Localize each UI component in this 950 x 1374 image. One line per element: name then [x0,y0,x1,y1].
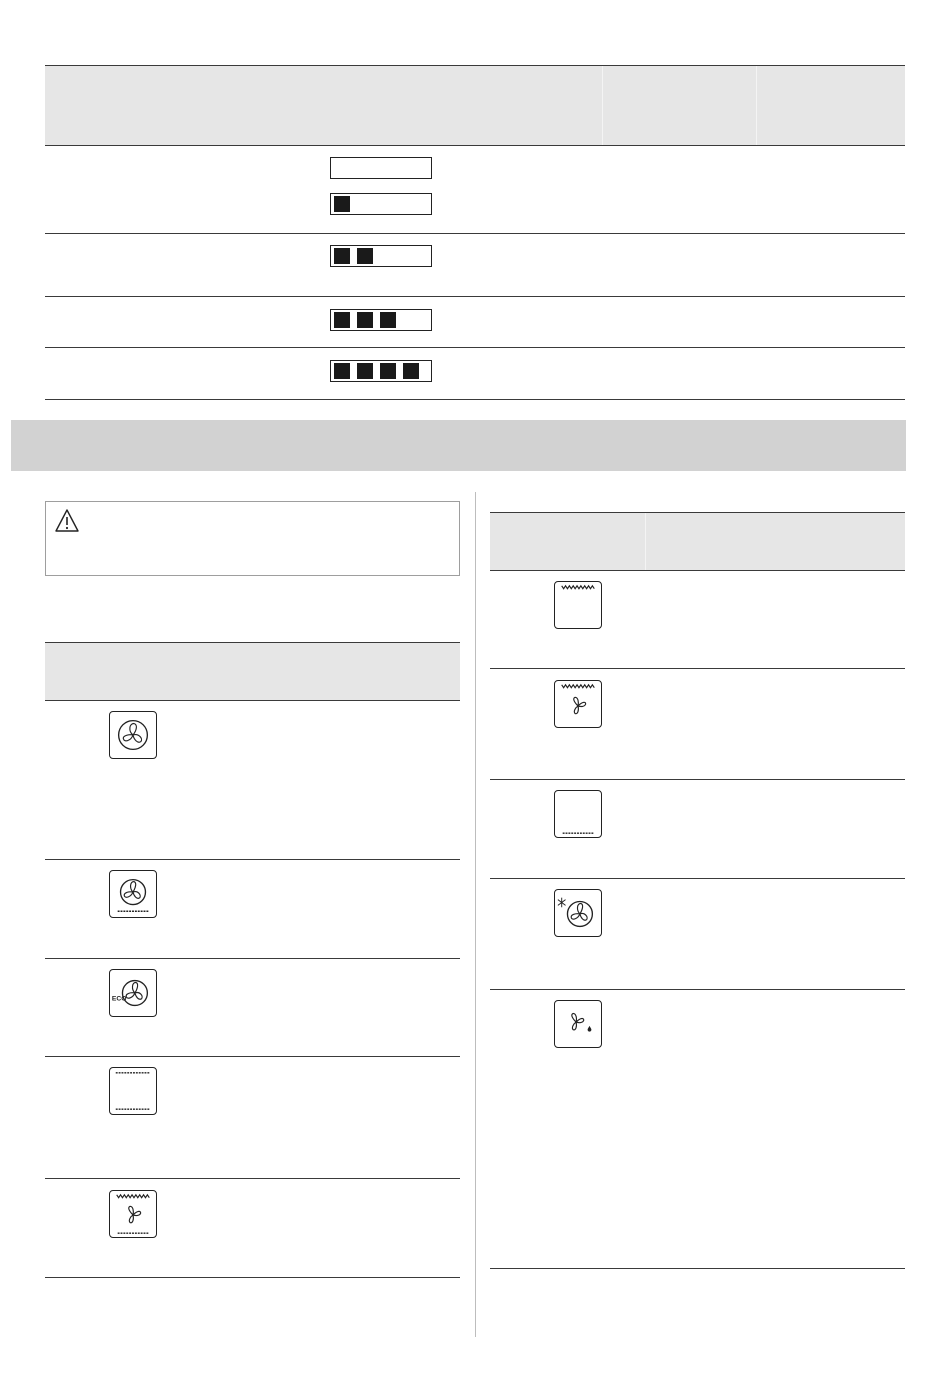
column-divider [475,492,476,1337]
table-top-rule [490,512,905,513]
row-rule [45,1178,460,1179]
fan-ring-bottom-heat-icon [109,870,157,918]
table-header [45,642,460,700]
heat-indicator-empty [330,157,432,179]
header-divider [645,512,646,570]
row-rule [45,859,460,860]
header-divider [756,65,757,145]
indicator-block [403,363,419,379]
warning-triangle-icon [54,508,80,534]
indicator-block [334,248,350,264]
indicator-block [334,196,350,212]
table-header-rule [45,145,905,146]
indicator-block [334,363,350,379]
table-header [490,512,905,570]
row-rule [490,878,905,879]
indicator-block [357,312,373,328]
header-divider [602,65,603,145]
row-rule [45,1056,460,1057]
grill-fan-bottom-heat-icon [109,1190,157,1238]
defrost-fan-icon [554,889,602,937]
eco-label: ECO [111,995,127,1003]
indicator-block [334,312,350,328]
row-rule [490,989,905,990]
top-bottom-heat-icon [109,1067,157,1115]
table-header-rule [490,570,905,571]
fan-ring-eco-icon [109,969,157,1017]
heat-indicator-level-4 [330,360,432,382]
table-bottom-rule [45,399,905,400]
table-header [45,65,905,145]
table-top-rule [45,65,905,66]
fan-moisture-icon [554,1000,602,1048]
heat-indicator-level-2 [330,245,432,267]
grill-icon [554,581,602,629]
warning-box [45,501,460,576]
indicator-block [357,248,373,264]
row-rule [490,779,905,780]
indicator-block [357,363,373,379]
heat-indicator-level-3 [330,309,432,331]
turbo-grill-icon [554,680,602,728]
table-bottom-rule [45,1277,460,1278]
indicator-block [380,363,396,379]
row-rule [45,347,905,348]
table-bottom-rule [490,1268,905,1269]
section-heading-band [11,420,906,471]
heat-indicator-level-1 [330,193,432,215]
table-top-rule [45,642,460,643]
row-rule [490,668,905,669]
fan-ring-icon [109,711,157,759]
table-header-rule [45,700,460,701]
row-rule [45,958,460,959]
indicator-block [380,312,396,328]
bottom-heat-icon [554,790,602,838]
row-rule [45,233,905,234]
row-rule [45,296,905,297]
